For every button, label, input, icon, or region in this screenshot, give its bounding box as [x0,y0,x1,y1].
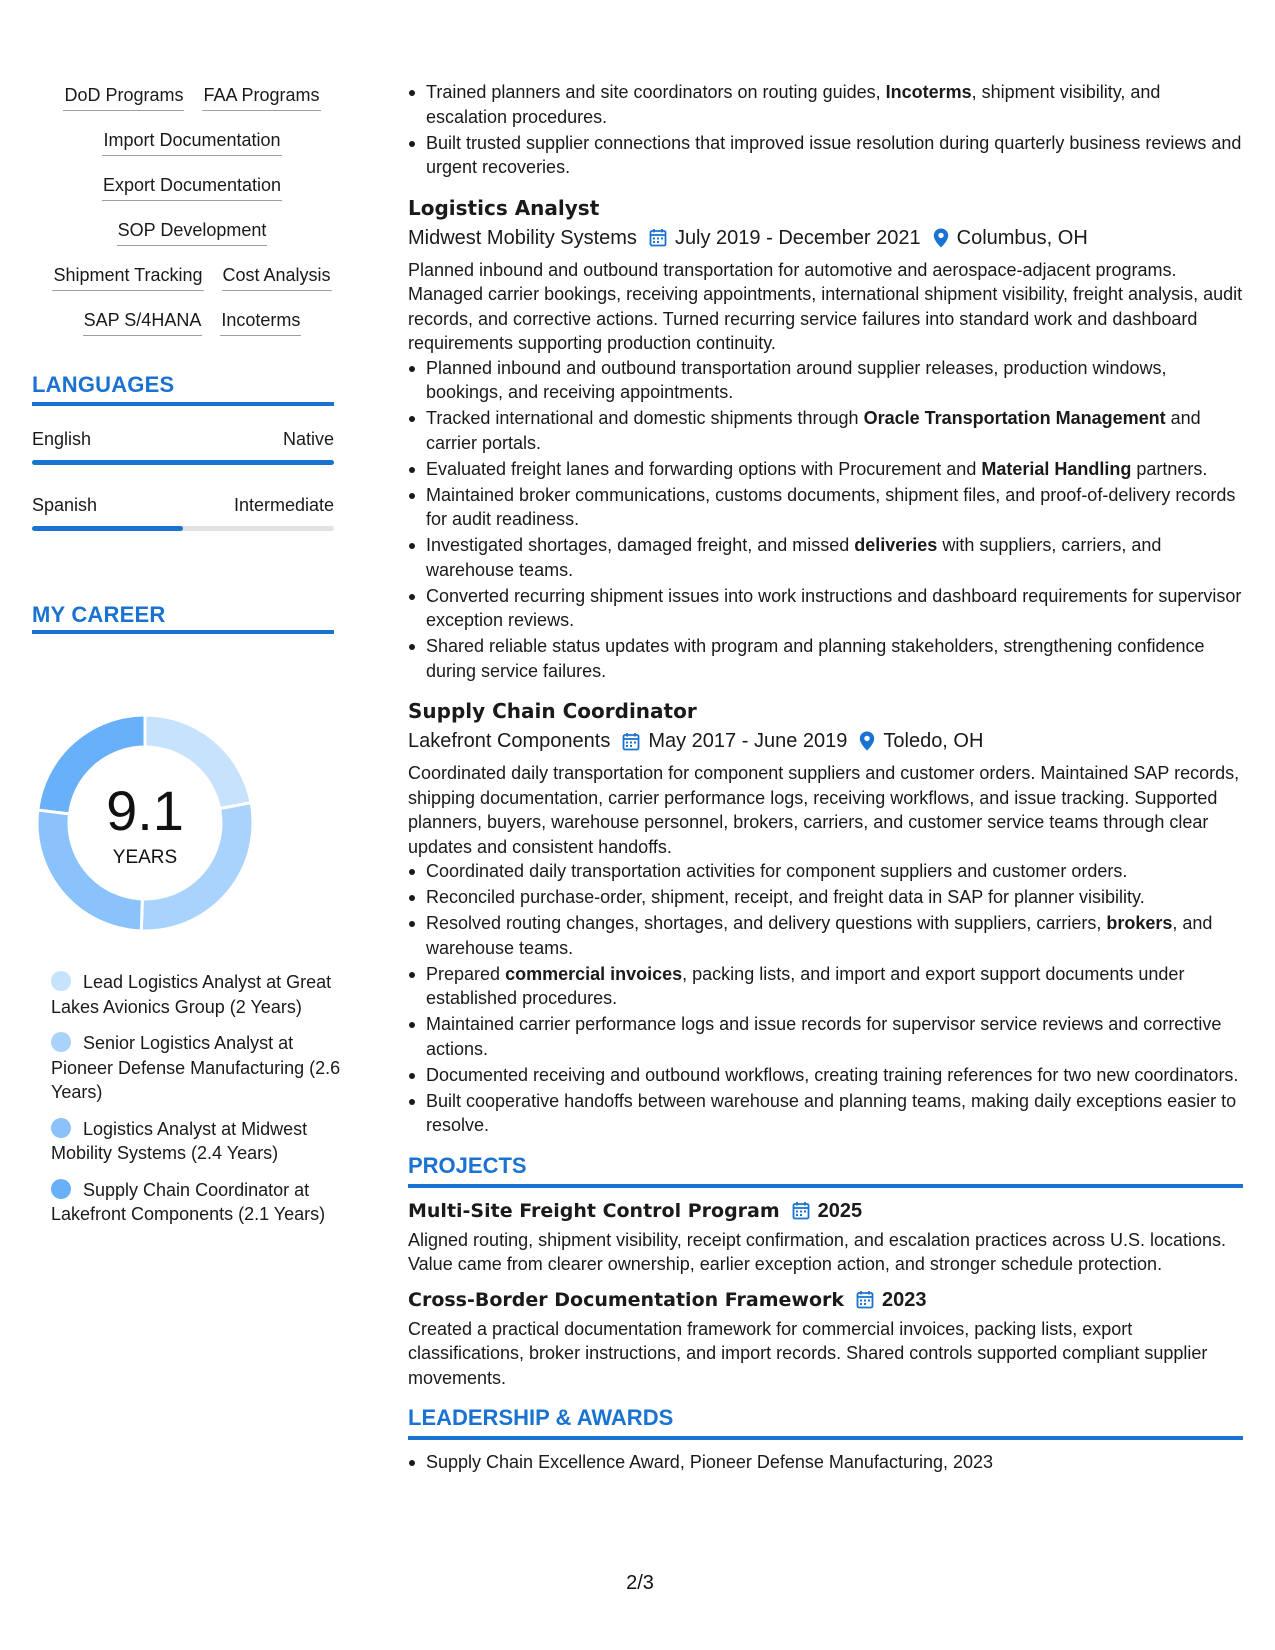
awards-list [408,1450,1243,1475]
language-name: Spanish [32,495,98,515]
legend-swatch [51,1118,71,1138]
language-name: English [32,429,92,449]
job-bullet: Built trusted supplier connections that improved issue resolution during quarterly business reviews and urgent recoveries. [408,131,1243,180]
job-location: Columbus, OH [956,226,1088,249]
award-item: Supply Chain Excellence Award, Pioneer Defense Manufacturing, 2023 [408,1450,1243,1475]
job-bullet: Prepared commercial invoices, packing lists, and import and export support documents under established procedures. [408,962,1243,1011]
career-legend-item [51,970,341,1019]
language-spanish [32,494,352,531]
company-name: Lakefront Components [408,730,611,752]
job-meta [408,224,1243,252]
page-number: 2/3 [626,1572,654,1594]
job-bullet: Investigated shortages, damaged freight, and missed deliveries with suppliers, carriers, and warehouse teams. [408,533,1243,582]
project-name: Cross-Border Documentation Framework [408,1288,845,1311]
career-total-years: 9.1 [106,779,184,842]
language-level-bar [32,460,334,465]
job-bullet: Maintained broker communications, customs documents, shipment files, and proof-of-delivery records for audit readiness. [408,483,1243,532]
job-dates: May 2017 - June 2019 [648,730,848,752]
language-level-bar [32,526,334,531]
job-bullet: Trained planners and site coordinators on routing guides, Incoterms, shipment visibility, and escalation procedures. [408,80,1243,129]
job-bullets [408,859,1243,1138]
job-title: Supply Chain Coordinator [408,699,697,723]
career-donut-chart [32,710,258,936]
skill-tag: Shipment Tracking [52,264,203,291]
main-content [408,80,1243,1476]
skill-tag: SOP Development [117,219,268,246]
job-bullet: Reconciled purchase-order, shipment, receipt, and freight data in SAP for planner visibility. [408,885,1243,910]
legend-swatch [51,1179,71,1199]
skill-tag: Incoterms [220,309,301,336]
career-legend-item [51,1031,341,1105]
calendar-icon [649,228,667,247]
job-summary: Coordinated daily transportation for component suppliers and customer orders. Maintained SAP records, shipping documentation, carrier performance logs, receiving workflows, and issue tracking. Supported planners, buyers, warehouse personnel, brokers, carriers, and customer service teams through clear updates and consistent handoffs. [408,763,1240,857]
job-title: Logistics Analyst [408,195,600,220]
skill-tag: FAA Programs [202,84,320,111]
language-level: Native [282,429,334,449]
job-bullet: Documented receiving and outbound workflows, creating training references for two new coordinators. [408,1063,1243,1088]
job-summary: Planned inbound and outbound transportation for automotive and aerospace-adjacent programs. Managed carrier bookings, receiving appointments, international shipment visibility, freight analysis, audit records, and corrective actions. Turned recurring service failures into standard work and dashboard requirements supporting production continuity. [408,259,1243,353]
skill-row [32,174,352,219]
skill-tag: Import Documentation [102,129,281,156]
languages-rule [32,402,334,406]
job-bullet: Evaluated freight lanes and forwarding options with Procurement and Material Handling partners. [408,457,1243,482]
career-legend [51,970,341,1239]
language-level: Intermediate [233,495,334,515]
job-meta [408,727,1243,755]
career-legend-item [51,1117,341,1166]
skill-tag: DoD Programs [63,84,184,111]
project-description: Created a practical documentation framework for commercial invoices, packing lists, export classifications, broker instructions, and import records. Shared controls supported compliant supplier movements. [408,1318,1208,1388]
projects-list [408,1198,1243,1391]
job-bullet: Resolved routing changes, shortages, and delivery questions with suppliers, carriers, brokers, and warehouse teams. [408,911,1243,960]
skill-row [32,219,352,264]
career-legend-item [51,1178,341,1227]
job-bullets [408,356,1243,684]
calendar-icon [622,732,640,751]
calendar-icon [856,1290,874,1309]
career-total-unit: YEARS [112,847,178,868]
skills-list [32,84,352,354]
job-bullet: Built cooperative handoffs between warehouse and planning teams, making daily exceptions easier to resolve. [408,1089,1243,1138]
job-entry [408,194,1243,684]
map-pin-icon [859,731,875,751]
job-bullet: Converted recurring shipment issues into work instructions and dashboard requirements for supervisor exception reviews. [408,584,1243,633]
language-level-fill [32,526,183,531]
job-entry [408,697,1243,1138]
career-legend-label: Lead Logistics Analyst at Great Lakes Avionics Group (2 Years) [51,972,332,1017]
career-legend-label: Supply Chain Coordinator at Lakefront Components (2.1 Years) [51,1179,326,1224]
language-english [32,428,352,465]
projects-heading: PROJECTS [408,1152,527,1178]
career-legend-label: Senior Logistics Analyst at Pioneer Defense Manufacturing (2.6 Years) [51,1033,341,1102]
job-bullet: Maintained carrier performance logs and issue records for supervisor service reviews and corrective actions. [408,1012,1243,1061]
awards-rule [408,1436,1243,1440]
project-heading [408,1287,1243,1313]
skill-row [32,84,352,129]
legend-swatch [51,1032,71,1052]
skill-row [32,129,352,174]
calendar-icon [792,1201,810,1220]
skill-row [32,309,352,354]
project-heading [408,1198,1243,1224]
project-entry [408,1287,1243,1391]
awards-heading: LEADERSHIP & AWARDS [408,1405,674,1430]
project-name: Multi-Site Freight Control Program [408,1199,780,1222]
job-bullet: Planned inbound and outbound transportation around supplier releases, production windows, bookings, and receiving appointments. [408,356,1243,405]
previous-job-bullets [408,80,1243,180]
project-year: 2025 [817,1199,863,1222]
project-year: 2023 [882,1288,927,1311]
languages-heading: LANGUAGES [32,372,175,397]
job-bullet: Tracked international and domestic shipments through Oracle Transportation Management and carrier portals. [408,406,1243,455]
experience-list [408,194,1243,1138]
career-legend-label: Logistics Analyst at Midwest Mobility Systems (2.4 Years) [51,1118,308,1163]
map-pin-icon [933,228,949,248]
projects-rule [408,1184,1243,1188]
project-description: Aligned routing, shipment visibility, receipt confirmation, and escalation practices across U.S. locations. Value came from clearer ownership, earlier exception action, and stronger schedule protection. [408,1229,1227,1274]
career-heading: MY CAREER [32,602,166,627]
skill-row [32,264,352,309]
job-bullet: Coordinated daily transportation activities for component suppliers and customer orders. [408,859,1243,884]
job-bullet: Shared reliable status updates with program and planning stakeholders, strengthening confidence during service failures. [408,634,1243,683]
skill-tag: Cost Analysis [222,264,332,291]
legend-swatch [51,971,71,991]
project-entry [408,1198,1243,1277]
skill-tag: SAP S/4HANA [83,309,203,336]
job-dates: July 2019 - December 2021 [674,226,921,249]
skill-tag: Export Documentation [102,174,282,201]
career-rule [32,630,334,634]
language-level-fill [32,460,334,465]
company-name: Midwest Mobility Systems [408,226,637,249]
job-location: Toledo, OH [883,730,984,752]
